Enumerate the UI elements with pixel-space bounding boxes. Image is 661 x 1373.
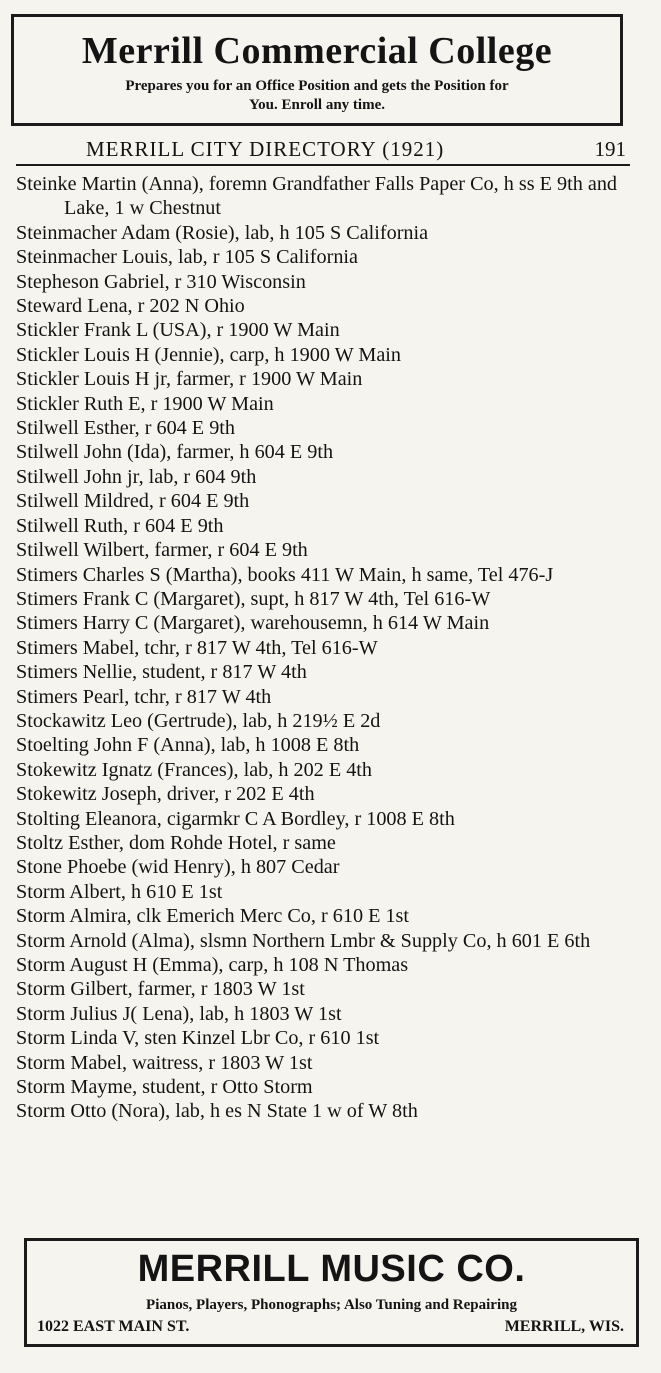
page-number: 191 <box>594 137 626 161</box>
directory-entry: Stilwell Wilbert, farmer, r 604 E 9th <box>16 539 308 562</box>
directory-entries <box>16 172 636 1124</box>
page-header <box>16 134 630 166</box>
directory-entry: Stilwell Esther, r 604 E 9th <box>16 417 235 440</box>
directory-entry: Stimers Pearl, tchr, r 817 W 4th <box>16 685 272 708</box>
directory-entry: Storm Otto (Nora), lab, h es N State 1 w of W 8th <box>16 1100 418 1123</box>
directory-entry: Storm Albert, h 610 E 1st <box>16 880 223 903</box>
directory-entry: Storm Gilbert, farmer, r 1803 W 1st <box>16 978 305 1001</box>
directory-entry: Steward Lena, r 202 N Ohio <box>16 295 245 318</box>
ad-bottom-name: MERRILL MUSIC CO. <box>137 1248 526 1290</box>
ad-bottom-city: MERRILL, WIS. <box>504 1318 624 1335</box>
directory-entry: Stilwell Mildred, r 604 E 9th <box>16 490 250 513</box>
ad-top-tagline-2: You. Enroll any time. <box>249 97 385 113</box>
ad-merrill-commercial-college <box>11 14 623 126</box>
directory-entry: Stimers Nellie, student, r 817 W 4th <box>16 661 307 684</box>
directory-entry: Storm Mayme, student, r Otto Storm <box>16 1076 313 1099</box>
ad-top-tagline-1: Prepares you for an Office Position and gets the Position for <box>125 78 509 94</box>
directory-entry: Steinmacher Louis, lab, r 105 S California <box>16 246 358 269</box>
ad-bottom-address: 1022 EAST MAIN ST. <box>37 1318 190 1335</box>
directory-entry: Stimers Frank C (Margaret), supt, h 817 W 4th, Tel 616-W <box>16 587 491 610</box>
directory-entry: Steinke Martin (Anna), foremn Grandfather Falls Paper Co, h ss E 9th and Lake, 1 w Chestnut <box>16 173 618 220</box>
directory-entry: Stolting Eleanora, cigarmkr C A Bordley, r 1008 E 8th <box>16 807 455 830</box>
ad-top-title: Merrill Commercial College <box>81 30 553 72</box>
directory-entry: Stokewitz Ignatz (Frances), lab, h 202 E 4th <box>16 758 372 781</box>
directory-entry: Stockawitz Leo (Gertrude), lab, h 219½ E 2d <box>16 709 381 732</box>
directory-entry: Storm Linda V, sten Kinzel Lbr Co, r 610 1st <box>16 1027 380 1050</box>
directory-entry: Stickler Ruth E, r 1900 W Main <box>16 392 274 415</box>
directory-entry: Stokewitz Joseph, driver, r 202 E 4th <box>16 783 315 806</box>
directory-entry: Steinmacher Adam (Rosie), lab, h 105 S California <box>16 221 429 244</box>
directory-entry: Stickler Louis H (Jennie), carp, h 1900 W Main <box>16 343 401 366</box>
directory-entry: Stoelting John F (Anna), lab, h 1008 E 8th <box>16 734 360 757</box>
directory-entry: Storm Almira, clk Emerich Merc Co, r 610 E 1st <box>16 905 410 928</box>
directory-entry: Stickler Frank L (USA), r 1900 W Main <box>16 319 340 342</box>
directory-entry: Stilwell Ruth, r 604 E 9th <box>16 514 224 537</box>
ad-bottom-services: Pianos, Players, Phonographs; Also Tuning and Repairing <box>146 1297 517 1313</box>
directory-entry: Storm August H (Emma), carp, h 108 N Thomas <box>16 954 409 976</box>
directory-entry: Stimers Harry C (Margaret), warehousemn, h 614 W Main <box>16 612 490 635</box>
directory-entry: Stoltz Esther, dom Rohde Hotel, r same <box>16 831 336 854</box>
directory-entry: Storm Arnold (Alma), slsmn Northern Lmbr & Supply Co, h 601 E 6th <box>16 929 591 952</box>
directory-entry: Stickler Louis H jr, farmer, r 1900 W Main <box>16 368 363 391</box>
directory-entry: Stone Phoebe (wid Henry), h 807 Cedar <box>16 856 340 879</box>
directory-entry: Stepheson Gabriel, r 310 Wisconsin <box>16 270 306 293</box>
directory-entry: Stilwell John jr, lab, r 604 9th <box>16 465 257 488</box>
directory-entry: Stimers Charles S (Martha), books 411 W Main, h same, Tel 476-J <box>16 563 554 586</box>
directory-entry: Storm Mabel, waitress, r 1803 W 1st <box>16 1051 313 1074</box>
directory-entry: Stimers Mabel, tchr, r 817 W 4th, Tel 616-W <box>16 636 378 659</box>
ad-merrill-music-co <box>24 1238 639 1347</box>
directory-title: MERRILL CITY DIRECTORY (1921) <box>86 137 445 161</box>
directory-entry: Stilwell John (Ida), farmer, h 604 E 9th <box>16 441 334 464</box>
directory-entry: Storm Julius J( Lena), lab, h 1803 W 1st <box>16 1002 342 1025</box>
